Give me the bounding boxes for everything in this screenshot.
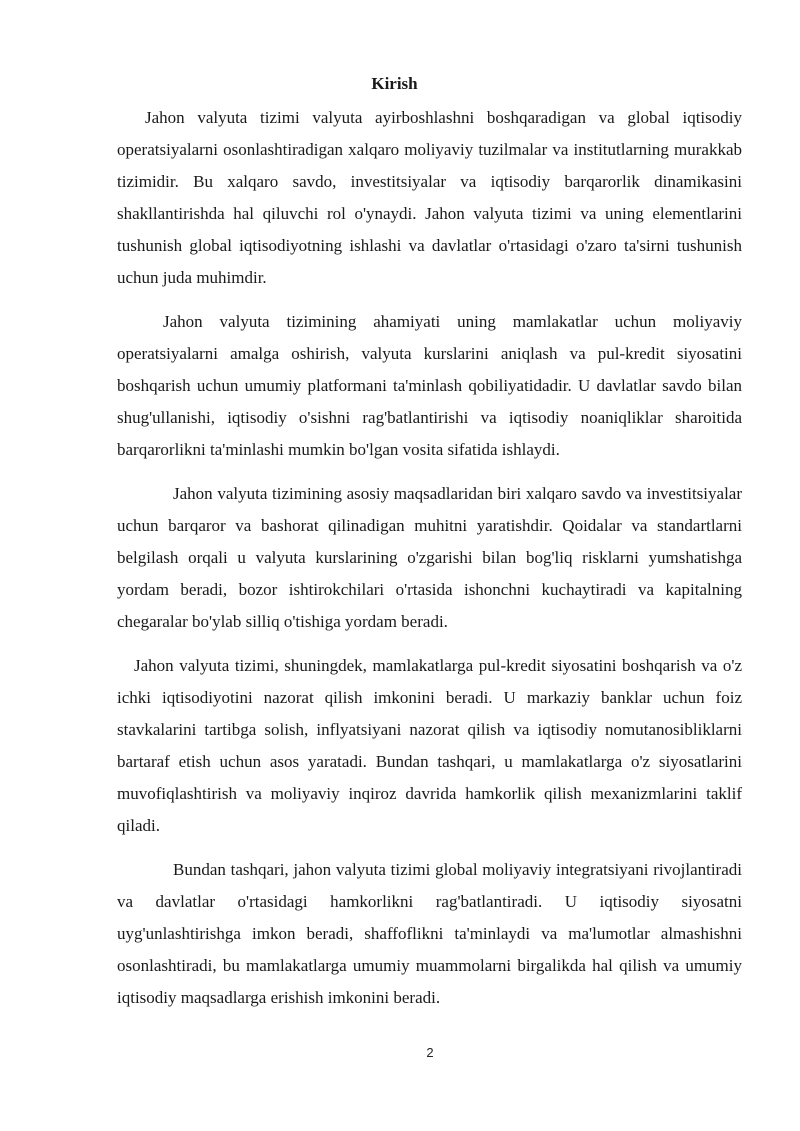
paragraph-5: Bundan tashqari, jahon valyuta tizimi global moliyaviy integratsiyani rivojlantiradi va davlatlar o'rtasidagi hamkorlikni rag'batlantiradi. U iqtisodiy siyosatni uyg'unlashtirishga imkon beradi, shaffoflikni ta'minlaydi va ma'lumotlar almashishni osonlashtiradi, bu mamlakatlarga umumiy muammolarni birgalikda hal qilish va umumiy iqtisodiy maqsadlarga erishish imkonini beradi. (117, 860, 742, 1007)
page-number: 2 (426, 1045, 434, 1060)
paragraph-4: Jahon valyuta tizimi, shuningdek, mamlakatlarga pul-kredit siyosatini boshqarish va o'z ichki iqtisodiyotini nazorat qilish imkonini beradi. U markaziy banklar uchun foiz stavkalarini tartibga solish, inflyatsiyani nazorat qilish va iqtisodiy nomutanosibliklarni bartaraf etish uchun asos yaratadi. Bundan tashqari, u mamlakatlarga o'z siyosatlarini muvofiqlashtirish va moliyaviy inqiroz davrida hamkorlik qilish mexanizmlarini taklif qiladi. (117, 656, 742, 835)
paragraph-2: Jahon valyuta tizimining ahamiyati uning mamlakatlar uchun moliyaviy operatsiyalarni amalga oshirish, valyuta kurslarini aniqlash va pul-kredit siyosatini boshqarish uchun umumiy platformani ta'minlash qobiliyatidadir. U davlatlar savdo bilan shug'ullanishi, iqtisodiy o'sishni rag'batlantirishi va iqtisodiy noaniqliklar sharoitida barqarorlikni ta'minlashi mumkin bo'lgan vosita sifatida ishlaydi. (117, 312, 742, 459)
document-page (117, 72, 742, 1026)
paragraph-3: Jahon valyuta tizimining asosiy maqsadlaridan biri xalqaro savdo va investitsiyalar uchun barqaror va bashorat qilinadigan muhitni yaratishdir. Qoidalar va standartlarni belgilash orqali u valyuta kurslarining o'zgarishi bilan bog'liq risklarni yumshatishga yordam beradi, bozor ishtirokchilari o'rtasida ishonchni kuchaytiradi va kapitalning chegaralar bo'ylab silliq o'tishiga yordam beradi. (117, 484, 742, 631)
section-title: Kirish (371, 74, 418, 93)
paragraph-1: Jahon valyuta tizimi valyuta ayirboshlashni boshqaradigan va global iqtisodiy operatsiyalarni osonlashtiradigan xalqaro moliyaviy tuzilmalar va institutlarning murakkab tizimidir. Bu xalqaro savdo, investitsiyalar va iqtisodiy barqarorlik dinamikasini shakllantirishda hal qiluvchi rol o'ynaydi. Jahon valyuta tizimi va uning elementlarini tushunish global iqtisodiyotning ishlashi va davlatlar o'rtasidagi o'zaro ta'sirni tushunish uchun juda muhimdir. (117, 108, 742, 287)
